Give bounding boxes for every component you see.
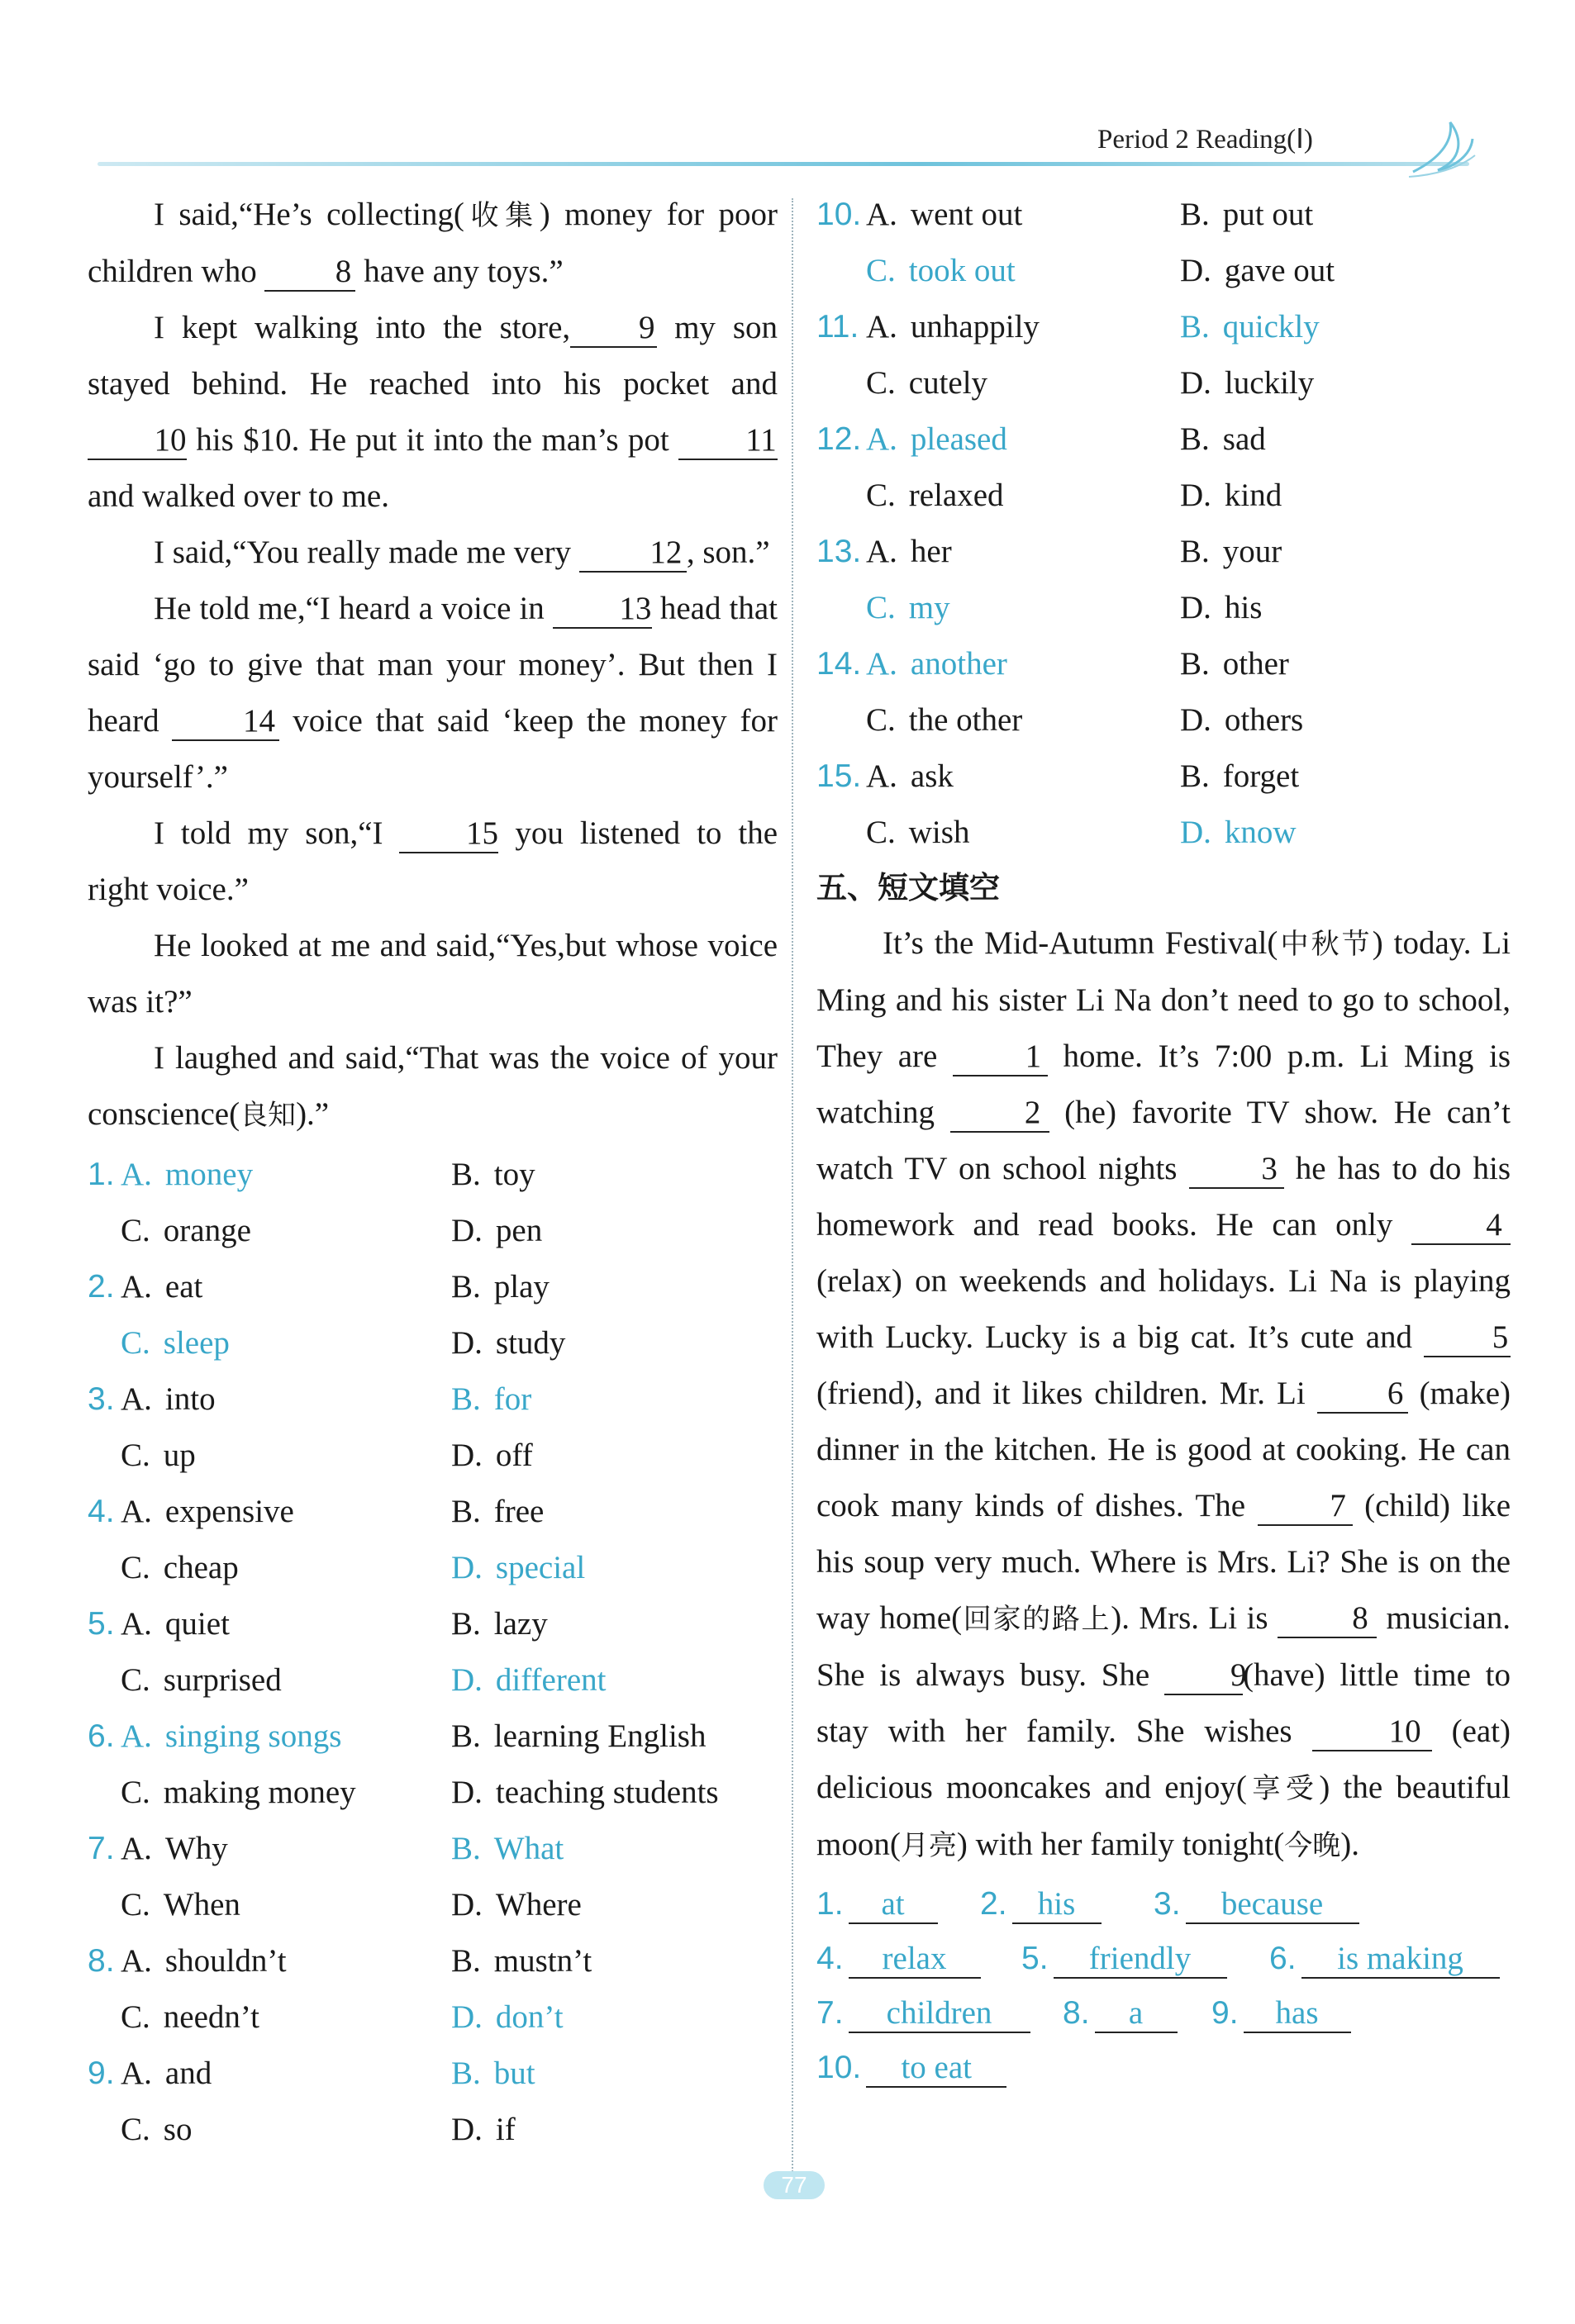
blank-10[interactable]: 10 — [88, 422, 187, 460]
passage-paragraph-3: I said,“You really made me very 12 , son.” — [88, 525, 778, 581]
decorative-swirl-icon — [1405, 114, 1479, 180]
question-14-row — [816, 636, 1511, 692]
question-number: 14. — [816, 646, 862, 682]
question-2-option-a[interactable]: A. eat — [121, 1269, 203, 1305]
passage-paragraph-4: He told me,“I heard a voice in 13 head that said ‘go to give that man your money’. But then I heard 14 voice that said ‘keep the money for yourself’.” — [88, 591, 778, 795]
choice-questions-left — [88, 1147, 778, 2158]
header-rule — [98, 162, 1469, 166]
question-2-row — [88, 1259, 778, 1315]
question-13-option-b[interactable]: B. your — [1180, 534, 1282, 569]
question-8-option-c[interactable]: C. needn’t — [121, 1999, 260, 2035]
page-header-title: Period 2 Reading(Ⅰ) — [1097, 125, 1313, 154]
question-1-option-b[interactable]: B. toy — [451, 1157, 535, 1192]
question-11-row — [816, 355, 1511, 411]
left-column — [88, 187, 778, 2158]
question-12-option-c[interactable]: C. relaxed — [866, 478, 1004, 513]
question-3-option-b[interactable]: B. for — [451, 1381, 532, 1417]
answer-item-9: 9. has — [1211, 1986, 1351, 2041]
question-6-option-d[interactable]: D. teaching students — [451, 1775, 719, 1810]
question-12-option-d[interactable]: D. kind — [1180, 478, 1282, 513]
answer-item-6: 6. is making — [1269, 1932, 1500, 1986]
passage-paragraph-6: He looked at me and said,“Yes,but whose voice was it?” — [88, 928, 778, 1019]
question-9-option-c[interactable]: C. so — [121, 2112, 193, 2147]
question-number: 2. — [88, 1269, 115, 1305]
question-number: 4. — [88, 1494, 115, 1529]
question-number: 5. — [88, 1606, 115, 1642]
passage-paragraph-1: I said,“He’s collecting(收集) money for poor children who 8 have any toys.” — [88, 187, 778, 300]
question-15-option-c[interactable]: C. wish — [866, 815, 970, 850]
question-10-option-c[interactable]: C. took out — [866, 253, 1016, 288]
question-3-option-c[interactable]: C. up — [121, 1438, 196, 1473]
answer-row — [816, 2041, 1511, 2095]
question-11-row — [816, 299, 1511, 355]
question-10-row — [816, 187, 1511, 243]
passage-paragraph-7: I laughed and said,“That was the voice of your conscience(良知).” — [88, 1040, 778, 1132]
question-14-option-d[interactable]: D. others — [1180, 702, 1304, 738]
answer-item-1: 1. at — [816, 1877, 938, 1932]
question-1-row — [88, 1147, 778, 1203]
question-12-row — [816, 468, 1511, 524]
question-13-option-d[interactable]: D. his — [1180, 590, 1263, 625]
question-10-option-a[interactable]: A. went out — [866, 197, 1023, 232]
fill-blank-5[interactable]: 5 — [1424, 1319, 1511, 1357]
question-3-option-a[interactable]: A. into — [121, 1381, 216, 1417]
answer-item-7: 7. children — [816, 1986, 1030, 2041]
blank-13[interactable]: 13 — [553, 591, 652, 629]
question-7-option-a[interactable]: A. Why — [121, 1831, 228, 1866]
question-number: 7. — [88, 1831, 115, 1866]
passage-paragraph-2: I kept walking into the store, 9 my son stayed behind. He reached into his pocket and 10 his $10. He put it into the man’s pot 11 and walked over to me. — [88, 310, 778, 514]
question-4-option-c[interactable]: C. cheap — [121, 1550, 239, 1585]
blank-14[interactable]: 14 — [172, 703, 279, 741]
question-9-option-b[interactable]: B. but — [451, 2055, 535, 2091]
question-5-option-c[interactable]: C. surprised — [121, 1662, 282, 1698]
question-9-row — [88, 2102, 778, 2158]
question-5-option-a[interactable]: A. quiet — [121, 1606, 230, 1642]
question-5-row — [88, 1652, 778, 1709]
column-divider — [792, 198, 793, 2198]
question-number: 3. — [88, 1381, 115, 1417]
question-9-row — [88, 2046, 778, 2102]
answer-row — [816, 1986, 1511, 2041]
question-14-option-b[interactable]: B. other — [1180, 646, 1289, 682]
answer-item-4: 4. relax — [816, 1932, 981, 1986]
question-2-option-c[interactable]: C. sleep — [121, 1325, 230, 1361]
question-2-option-d[interactable]: D. study — [451, 1325, 566, 1361]
reading-passage — [88, 187, 778, 1143]
fill-blank-8[interactable]: 8 — [1278, 1600, 1377, 1638]
question-12-option-b[interactable]: B. sad — [1180, 421, 1266, 457]
question-6-option-b[interactable]: B. learning English — [451, 1718, 707, 1754]
question-9-option-d[interactable]: D. if — [451, 2112, 516, 2147]
fill-in-passage: It’s the Mid-Autumn Festival(中秋节) today. Li Ming and his sister Li Na don’t need to go to school, They are 1 home. It’s 7:00 p.m. Li Ming is watching 2 (he) favorite TV show. He can’t watch TV on school nights 3 he has to do his homework and read books. He can only 4 (relax) on weekends and holidays. Li Na is playing with Lucky. Lucky is a big cat. It’s cute and 5 (friend), and it likes children. Mr. Li 6 (make) dinner in the kitchen. He is good at cooking. He can cook many kinds of dishes. The 7 (child) like his soup very much. Where is Mrs. Li? She is on the way home(回家的路上). Mrs. Li is 8 musician. She is always busy. She 9(have) little time to stay with her family. She wishes 10 (eat) delicious mooncakes and enjoy(享受) the beautiful moon(月亮) with her family tonight(今晚). — [816, 925, 1511, 1862]
blank-11[interactable]: 11 — [678, 422, 778, 460]
answer-item-8: 8. a — [1063, 1986, 1178, 2041]
answer-item-2: 2. his — [980, 1877, 1102, 1932]
blank-8[interactable]: 8 — [264, 254, 355, 292]
question-4-option-a[interactable]: A. expensive — [121, 1494, 294, 1529]
fill-blank-2[interactable]: 2 — [950, 1095, 1049, 1133]
question-1-option-a[interactable]: A. money — [121, 1157, 254, 1192]
answer-item-10: 10. to eat — [816, 2041, 1006, 2095]
question-11-option-c[interactable]: C. cutely — [866, 365, 988, 401]
question-3-row — [88, 1428, 778, 1484]
fill-in-answers — [816, 1877, 1511, 2095]
passage-paragraph-5: I told my son,“I 15 you listened to the right voice.” — [88, 815, 778, 907]
question-15-option-b[interactable]: B. forget — [1180, 758, 1300, 794]
question-3-option-d[interactable]: D. off — [451, 1438, 533, 1473]
question-number: 13. — [816, 534, 862, 569]
fill-blank-1[interactable]: 1 — [953, 1038, 1048, 1076]
question-4-option-b[interactable]: B. free — [451, 1494, 545, 1529]
blank-9[interactable]: 9 — [570, 310, 657, 348]
answer-item-5: 5. friendly — [1021, 1932, 1227, 1986]
question-11-option-d[interactable]: D. luckily — [1180, 365, 1315, 401]
question-7-option-c[interactable]: C. When — [121, 1887, 240, 1922]
choice-questions-right — [816, 187, 1511, 861]
question-1-row — [88, 1203, 778, 1259]
question-8-row — [88, 1989, 778, 2046]
answer-row — [816, 1877, 1511, 1932]
question-7-option-d[interactable]: D. Where — [451, 1887, 582, 1922]
question-7-row — [88, 1877, 778, 1933]
question-15-row — [816, 749, 1511, 805]
question-2-row — [88, 1315, 778, 1371]
fill-blank-7[interactable]: 7 — [1258, 1488, 1353, 1526]
fill-blank-6[interactable]: 6 — [1317, 1376, 1408, 1414]
right-column — [816, 187, 1511, 2095]
question-number: 6. — [88, 1718, 115, 1754]
question-15-option-d[interactable]: D. know — [1180, 815, 1297, 850]
question-1-option-d[interactable]: D. pen — [451, 1213, 543, 1248]
question-1-option-c[interactable]: C. orange — [121, 1213, 251, 1248]
question-4-option-d[interactable]: D. special — [451, 1550, 586, 1585]
question-10-row — [816, 243, 1511, 299]
question-11-option-b[interactable]: B. quickly — [1180, 309, 1320, 345]
question-9-option-a[interactable]: A. and — [121, 2055, 212, 2091]
question-6-row — [88, 1765, 778, 1821]
answer-row — [816, 1932, 1511, 1986]
question-3-row — [88, 1371, 778, 1428]
question-7-option-b[interactable]: B. What — [451, 1831, 564, 1866]
question-14-row — [816, 692, 1511, 749]
question-4-row — [88, 1484, 778, 1540]
question-8-row — [88, 1933, 778, 1989]
question-number: 12. — [816, 421, 862, 457]
question-number: 1. — [88, 1157, 115, 1192]
question-number: 9. — [88, 2055, 115, 2091]
section-5-title: 五、短文填空 — [816, 870, 1000, 905]
question-13-option-c[interactable]: C. my — [866, 590, 950, 625]
question-6-option-c[interactable]: C. making money — [121, 1775, 356, 1810]
question-12-option-a[interactable]: A. pleased — [866, 421, 1007, 457]
question-6-row — [88, 1709, 778, 1765]
blank-12[interactable]: 12 — [579, 535, 687, 573]
question-7-row — [88, 1821, 778, 1877]
question-15-option-a[interactable]: A. ask — [866, 758, 954, 794]
question-5-row — [88, 1596, 778, 1652]
question-6-option-a[interactable]: A. singing songs — [121, 1718, 342, 1754]
fill-blank-9[interactable]: 9 — [1164, 1657, 1243, 1695]
question-14-option-c[interactable]: C. the other — [866, 702, 1023, 738]
question-14-option-a[interactable]: A. another — [866, 646, 1007, 682]
fill-blank-10[interactable]: 10 — [1312, 1713, 1432, 1751]
question-12-row — [816, 411, 1511, 468]
question-13-row — [816, 524, 1511, 580]
question-8-option-a[interactable]: A. shouldn’t — [121, 1943, 287, 1979]
question-number: 11. — [816, 309, 859, 345]
question-5-option-b[interactable]: B. lazy — [451, 1606, 548, 1642]
question-2-option-b[interactable]: B. play — [451, 1269, 550, 1305]
question-10-option-d[interactable]: D. gave out — [1180, 253, 1335, 288]
fill-blank-3[interactable]: 3 — [1189, 1151, 1284, 1189]
question-4-row — [88, 1540, 778, 1596]
question-11-option-a[interactable]: A. unhappily — [866, 309, 1040, 345]
page-number: 77 — [764, 2171, 825, 2199]
blank-15[interactable]: 15 — [399, 815, 498, 853]
question-15-row — [816, 805, 1511, 861]
fill-blank-4[interactable]: 4 — [1411, 1207, 1511, 1245]
answer-item-3: 3. because — [1154, 1877, 1359, 1932]
question-8-option-b[interactable]: B. mustn’t — [451, 1943, 592, 1979]
question-13-option-a[interactable]: A. her — [866, 534, 952, 569]
question-number: 15. — [816, 758, 862, 794]
question-10-option-b[interactable]: B. put out — [1180, 197, 1314, 232]
question-number: 8. — [88, 1943, 115, 1979]
question-number: 10. — [816, 197, 862, 232]
question-8-option-d[interactable]: D. don’t — [451, 1999, 564, 2035]
question-13-row — [816, 580, 1511, 636]
question-5-option-d[interactable]: D. different — [451, 1662, 607, 1698]
